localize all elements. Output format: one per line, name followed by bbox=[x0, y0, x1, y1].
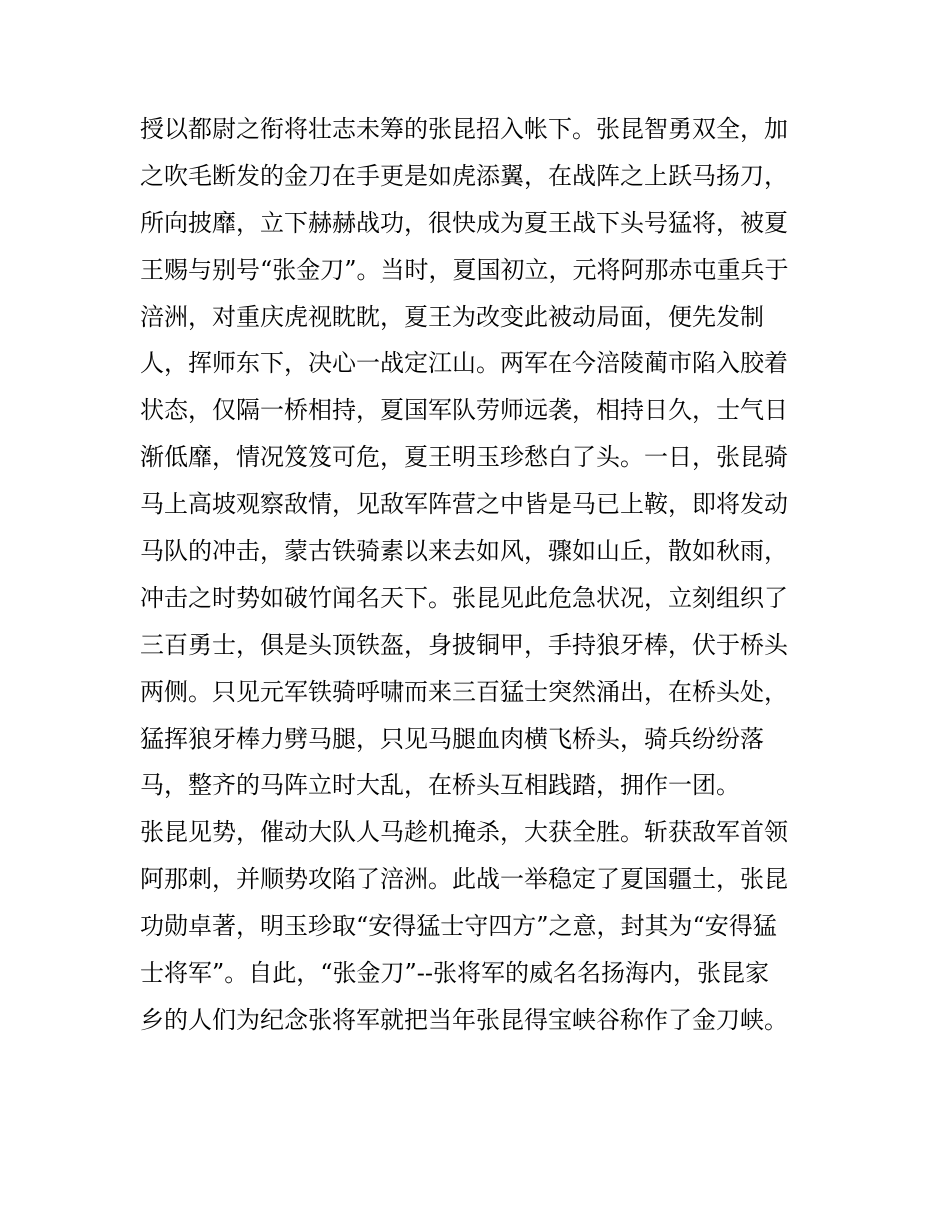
text-line: 王赐与别号“张金刀”。当时，夏国初立，元将阿那赤屯重兵于 bbox=[140, 255, 789, 284]
text-line: 冲击之时势如破竹闻名天下。张昆见此危急状况，立刻组织了 bbox=[140, 583, 788, 612]
text-line: 授以都尉之衔将壮志未筹的张昆招入帐下。张昆智勇双全，加 bbox=[140, 115, 788, 143]
text-line: 阿那刺，并顺势攻陷了涪洲。此战一举稳定了夏国疆土，张昆 bbox=[140, 865, 788, 894]
text-line: 涪洲，对重庆虎视眈眈，夏王为改变此被动局面，便先发制 bbox=[140, 302, 764, 331]
text-line: 乡的人们为纪念张将军就把当年张昆得宝峡谷称作了金刀峡。 bbox=[140, 1005, 788, 1034]
text-line: 猛挥狼牙棒力劈马腿，只见马腿血肉横飞桥头，骑兵纷纷落 bbox=[140, 724, 764, 753]
text-line: 三百勇士，俱是头顶铁盔，身披铜甲，手持狼牙棒，伏于桥头 bbox=[140, 630, 788, 659]
text-line: 渐低靡，情况笈笈可危，夏王明玉珍愁白了头。一日，张昆骑 bbox=[140, 443, 788, 472]
text-line: 两侧。只见元军铁骑呼啸而来三百猛士突然涌出，在桥头处， bbox=[140, 677, 788, 706]
text-line: 之吹毛断发的金刀在手更是如虎添翼，在战阵之上跃马扬刀， bbox=[140, 161, 788, 190]
text-line: 所向披靡，立下赫赫战功，很快成为夏王战下头号猛将，被夏 bbox=[140, 208, 788, 237]
text-line: 马队的冲击，蒙古铁骑素以来去如风，骤如山丘，散如秋雨， bbox=[140, 537, 788, 566]
text-line: 马上高坡观察敌情，见敌军阵营之中皆是马已上鞍，即将发动 bbox=[140, 490, 788, 519]
text-line: 士将军”。自此，“张金刀”--张将军的威名名扬海内，张昆家 bbox=[140, 959, 770, 988]
text-line: 人，挥师东下，决心一战定江山。两军在今涪陵蔺市陷入胶着 bbox=[140, 349, 788, 378]
text-line: 马，整齐的马阵立时大乱，在桥头互相践踏，拥作一团。 bbox=[140, 771, 740, 800]
body-text bbox=[140, 106, 820, 1044]
text-line: 功勋卓著，明玉珍取“安得猛士守四方”之意，封其为“安得猛 bbox=[140, 912, 777, 941]
text-line: 状态，仅隔一桥相持，夏国军队劳师远袭，相持日久，士气日 bbox=[140, 396, 788, 425]
text-line: 张昆见势，催动大队人马趁机掩杀，大获全胜。斩获敌军首领 bbox=[140, 818, 788, 847]
